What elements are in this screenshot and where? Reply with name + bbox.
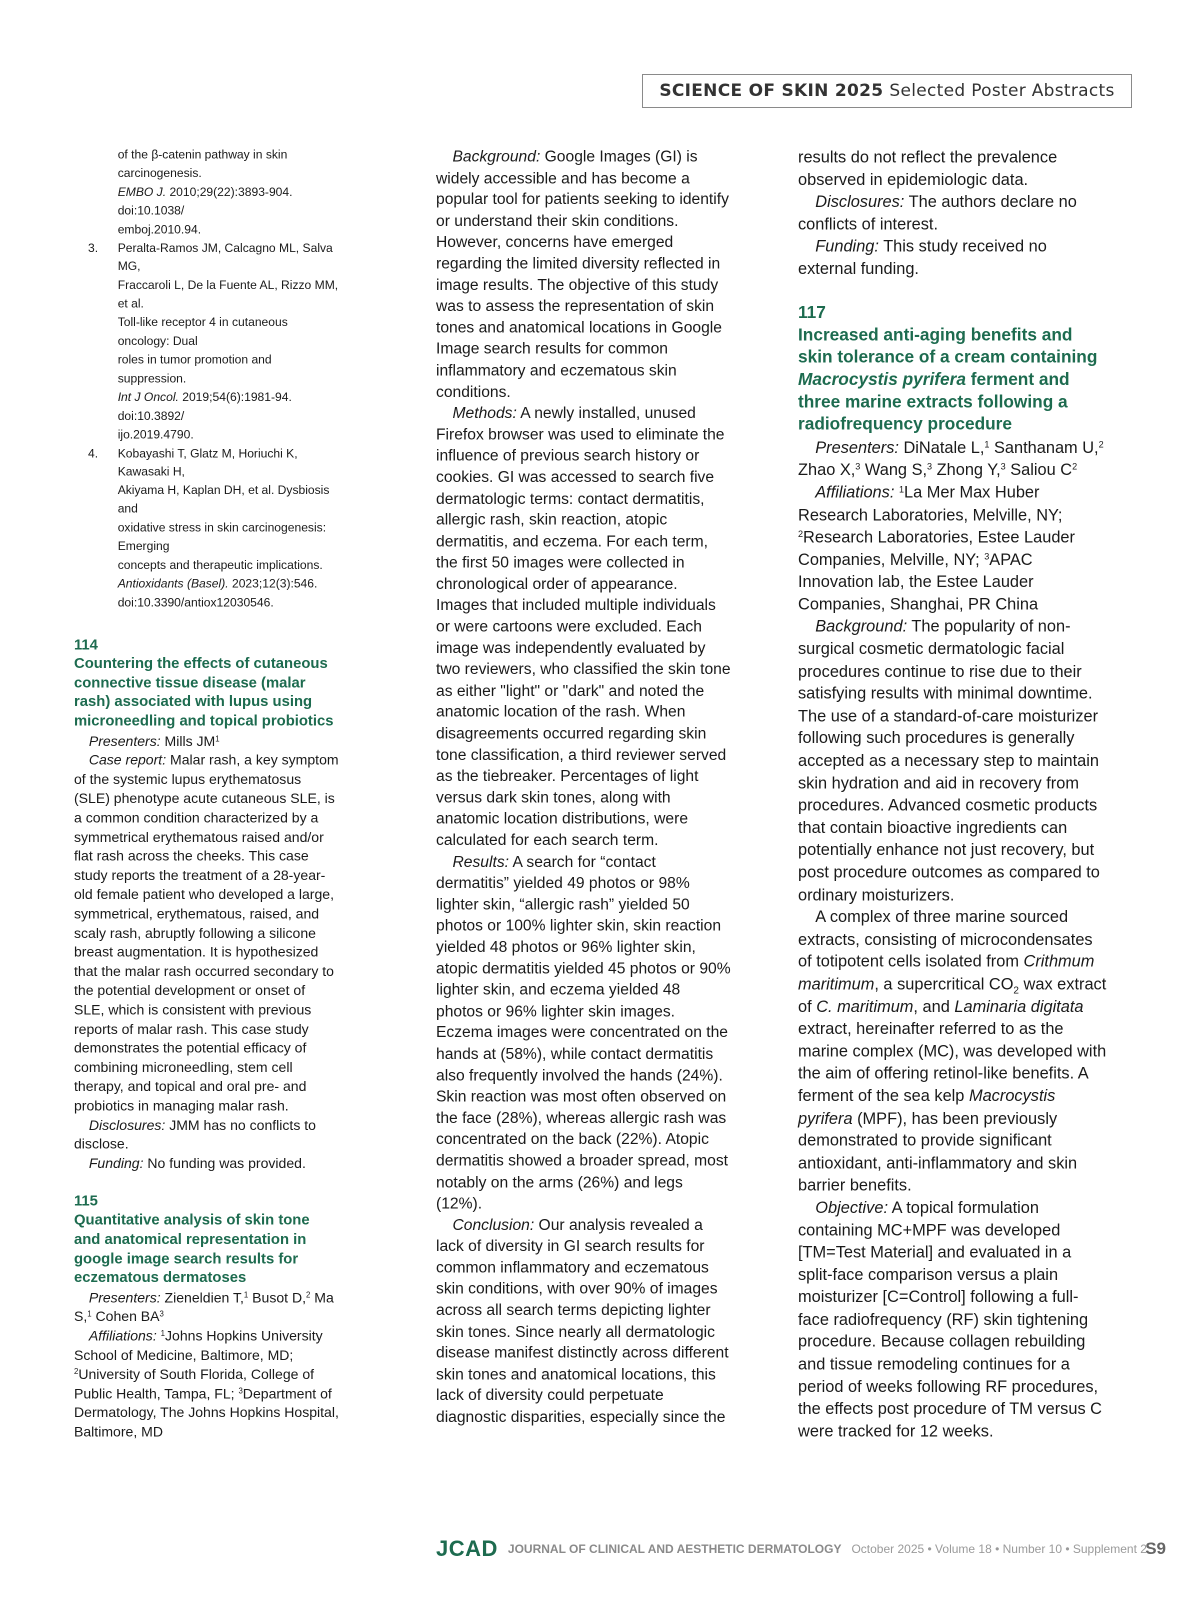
abstract-conclusion: Conclusion: Our analysis revealed a lack of diversity in GI search results for common inflammatory and eczematous skin conditions, with over 90% of images across all search terms depicting lighter skin tones. Since nearly all dermatologic disease manifest distinctly across different skin tones and anatomical locations, this lack of diversity could perpetuate diagnostic disparities, especially since the (436, 1215, 729, 1426)
abstract-background: Background: The popularity of non-surgical cosmetic dermatologic facial procedures continue to rise due to their satisfying results with minimal downtime. The use of a standard-of-care moisturizer following such procedures is generally accepted as a necessary step to maintain skin hydration and aid in recovery from procedures. Advanced cosmetic products that contain bioactive ingredients can potentially enhance not just recovery, but post procedure outcomes as compared to ordinary moisturizers. (798, 617, 1100, 904)
abstract-number: 117 (798, 303, 826, 323)
abstract-disclosures: Disclosures: The authors declare no conflicts of interest. (798, 192, 1077, 234)
header-journal-section: SCIENCE OF SKIN 2025 (659, 81, 884, 101)
abstract-114 (74, 636, 339, 1173)
abstract-marine-complex: A complex of three marine sourced extracts, consisting of microcondensates of totipotent cells isolated from Crithmum maritimum, a supercritical $CO_2$ wax extract of C. maritimum, and Laminaria digitata extract, hereinafter referred to as the marine complex (MC), was developed with the aim of offering retinol-like benefits. A ferment of the sea kelp Macrocystis pyrifera (MPF), has been previously demonstrated to provide significant antioxidant, anti-inflammatory and skin barrier benefits. (798, 907, 1107, 1195)
abstract-affiliations: Affiliations: $^1$Johns Hopkins University School of Medicine, Baltimore, MD; $^2$University of South Florida, College of Public Health, Tampa, FL; $^3$Department of Dermatology, The Johns Hopkins Hospital, Baltimore, MD (74, 1328, 339, 1440)
abstract-117 (798, 302, 1107, 1442)
abstract-title: Countering the effects of cutaneous connective tissue disease (malar rash) associated with lupus using microneedling and topical probiotics (74, 655, 334, 730)
abstract-funding: Funding: No funding was provided. (88, 1155, 306, 1172)
abstract-objective: Objective: A topical formulation containing MC+MPF was developed [TM=Test Material] and evaluated in a split-face comparison versus a plain moisturizer [C=Control] following a full-face radiofrequency (RF) skin tightening procedure. Because collagen rebuilding and tissue remodeling continues for a period of weeks following RF procedures, the effects post procedure of TM versus C were tracked for 12 weeks. (798, 1198, 1103, 1441)
abstract-presenters: Presenters: Mills $JM^1$ (88, 733, 220, 749)
abstract-presenters: Presenters: Zieneldien T,$^1$ Busot D,$^2$ Ma S,$^1$ Cohen $BA^3$ (74, 1289, 334, 1325)
abstract-presenters: Presenters: DiNatale L,$^1$ Santhanam U,$^2$ Zhao X,$^3$ Wang S,$^3$ Zhong Y,$^3$ Saliou $C^2$ (798, 438, 1104, 479)
reference-3: 3. Peralta-Ramos JM, Calcagno ML, Salva MG, Fraccaroli L, De la Fuente AL, Rizzo MM, et al. Toll-like receptor 4 in cutaneous oncology: Dual roles in tumor promotion and suppression. Int J Oncol. 2019;54(6):1981-94. doi:10.3892/ ijo.2019.4790. (88, 241, 339, 442)
abstract-affiliations: Affiliations: $^1$La Mer Max Huber Research Laboratories, Melville, NY; $^2$Research Laboratories, Estee Lauder Companies, Melville, NY; $^3$APAC Innovation lab, the Estee Lauder Companies, Shanghai, PR China (798, 483, 1075, 614)
page-number: S9 (1145, 1539, 1166, 1558)
running-header (642, 74, 1132, 108)
abstract-case-report: Case report: Malar rash, a key symptom of the systemic lupus erythematosus (SLE) phenotype acute cutaneous SLE, is a common condition characterized by a symmetrical erythematous raised and/or flat rash across the cheeks. This case study reports the treatment of a 28-year-old female patient who developed a large, symmetrical, erythematous, raised, and scaly rash, abruptly following a silicone breast augmentation. It is hypothesized that the malar rash occurred secondary to the potential development or onset of SLE, which is consistent with previous reports of malar rash. This case study demonstrates the potential efficacy of combining microneedling, stem cell therapy, and topical and oral pre- and probiotics in managing malar rash. (74, 752, 339, 1114)
abstract-title: Increased anti-aging benefits and skin tolerance of a cream containing Macrocystis pyrifera ferment and three marine extracts following a radiofrequency procedure (798, 325, 1098, 435)
reference-2-continued: of the β-catenin pathway in skin carcinogenesis. EMBO J. 2010;29(22):3893-904. doi:10.1038/ emboj.2010.94. (117, 148, 293, 237)
abstract-results: Results: A search for “contact dermatitis” yielded 49 photos or 98% lighter skin, “allergic rash” yielded 50 photos or 100% lighter skin, skin reaction yielded 48 photos or 96% lighter skin, atopic dermatitis yielded 45 photos or 90% lighter skin, and eczema yielded 48 photos or 96% lighter skin images. Eczema images were concentrated on the hands at (58%), while contact dermatitis also frequently involved the hands (24%). Skin reaction was most often observed on the face (28%), whereas allergic rash was concentrated on the back (22%). Atopic dermatitis showed a broader spread, most notably on the arms (26%) and legs (12%). (436, 852, 731, 1212)
journal-name: JOURNAL OF CLINICAL AND AESTHETIC DERMATOLOGY (507, 1542, 842, 1556)
column-middle (436, 146, 731, 1428)
abstract-funding: Funding: This study received no external funding. (798, 237, 1047, 278)
abstract-background: Background: Google Images (GI) is widely accessible and has become a popular tool for patients seeking to identify or understand their skin conditions. However, concerns have emerged regarding the limited diversity reflected in image results. The objective of this study was to assess the representation of skin tones and anatomical locations in Google Image search results for common inflammatory and eczematous skin conditions. (436, 147, 729, 401)
journal-logo: JCAD (436, 1536, 498, 1561)
header-subtitle: Selected Poster Abstracts (889, 81, 1115, 101)
abstract-title: Quantitative analysis of skin tone and anatomical representation in google image search results for eczematous dermatoses (74, 1212, 310, 1287)
abstract-number: 114 (74, 636, 98, 653)
reference-list (74, 146, 339, 612)
issue-info: October 2025 • Volume 18 • Number 10 • Supplement 2 (851, 1542, 1147, 1556)
abstract-methods: Methods: A newly installed, unused Firefox browser was used to eliminate the influence of previous search history or cookies. GI was accessed to search five dermatologic terms: contact dermatitis, allergic rash, skin reaction, atopic dermatitis, and eczema. For each term, the first 50 images were collected in chronological order of appearance. Images that included multiple individuals or were cartoons were excluded. Each image was independently evaluated by two reviewers, who classified the skin tone as either "light" or "dark" and noted the anatomic location of the rash. When disagreements occurred regarding skin tone classification, a third reviewer served as the tiebreaker. Percentages of light versus dark skin tones, along with anatomic location distributions, were calculated for each search term. (436, 404, 731, 849)
reference-4: 4. Kobayashi T, Glatz M, Horiuchi K, Kawasaki H, Akiyama H, Kaplan DH, et al. Dysbiosis and oxidative stress in skin carcinogenesis: Emerging concepts and therapeutic implications. Antioxidants (Basel). 2023;12(3):546. doi:10.3390/antiox12030546. (88, 446, 330, 610)
page-footer (436, 1534, 1166, 1564)
column-left (74, 146, 339, 1442)
abstract-disclosures: Disclosures: JMM has no conflicts to disclose. (74, 1117, 316, 1152)
abstract-115 (74, 1192, 339, 1441)
abstract-number: 115 (74, 1193, 98, 1210)
conclusion-continued: results do not reflect the prevalence observed in epidemiologic data. (798, 147, 1058, 189)
column-right (798, 146, 1107, 1442)
